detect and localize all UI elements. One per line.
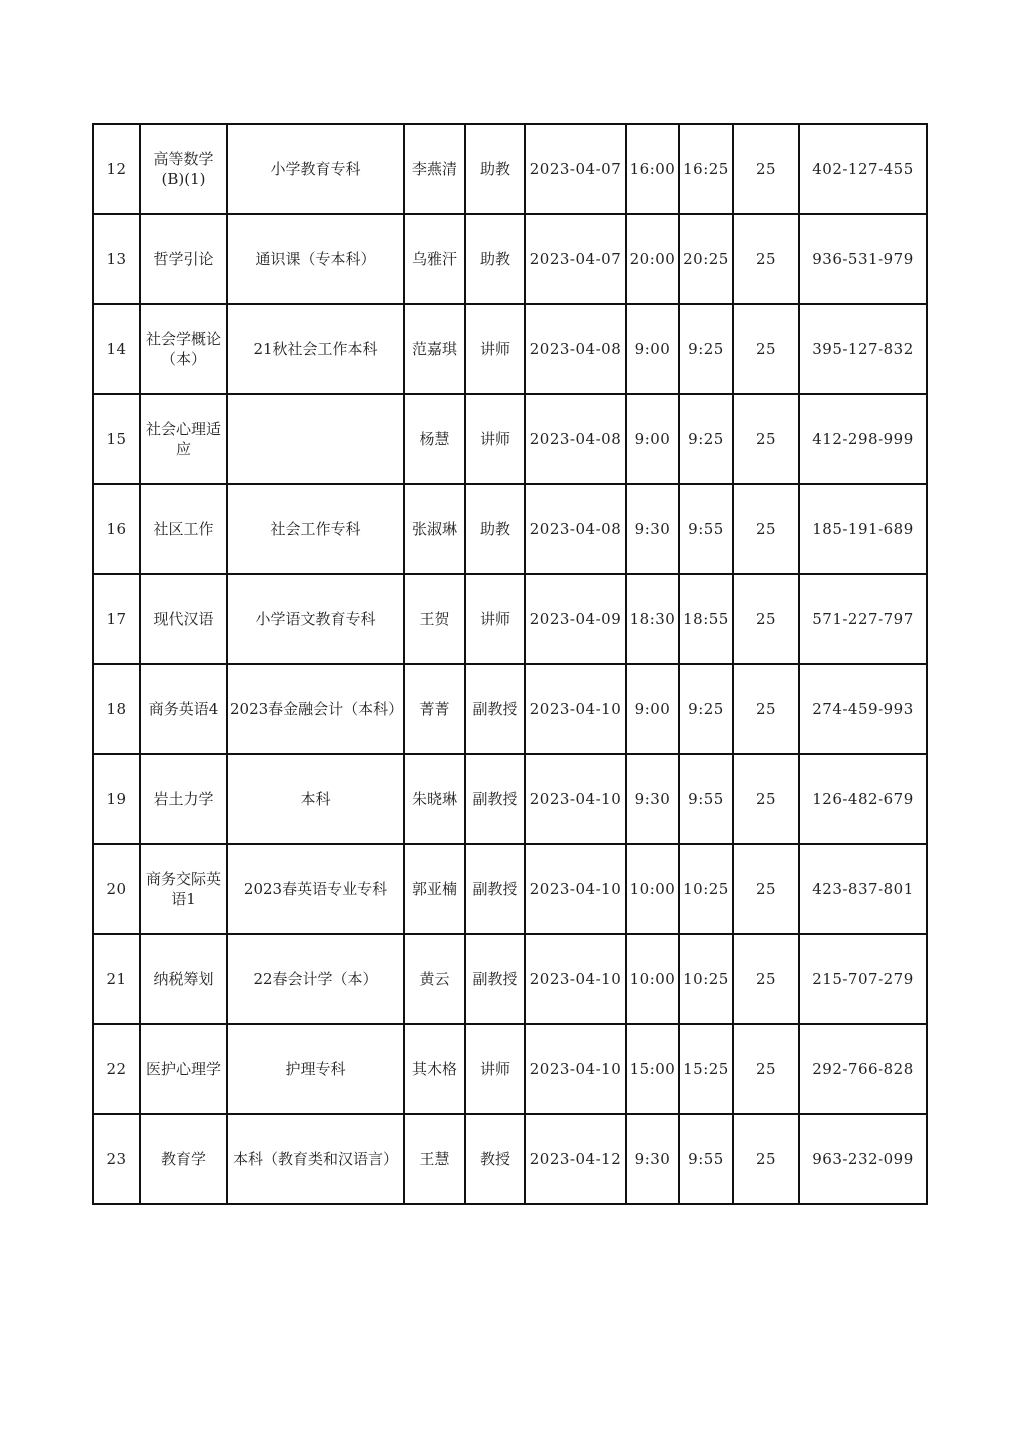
teacher-cell: 杨慧 — [404, 394, 465, 484]
row-number-cell: 15 — [93, 394, 140, 484]
date-cell: 2023-04-09 — [525, 574, 626, 664]
duration-cell: 25 — [733, 214, 799, 304]
start-time-cell: 10:00 — [626, 934, 679, 1024]
start-time-cell: 9:00 — [626, 664, 679, 754]
course-name-cell: 社会学概论（本） — [140, 304, 227, 394]
teacher-cell: 黄云 — [404, 934, 465, 1024]
table-row — [93, 664, 927, 754]
major-cell: 22春会计学（本） — [227, 934, 404, 1024]
start-time-cell: 9:00 — [626, 394, 679, 484]
row-number-cell: 12 — [93, 124, 140, 214]
end-time-cell: 9:55 — [679, 1114, 733, 1204]
end-time-cell: 9:25 — [679, 394, 733, 484]
table-row — [93, 844, 927, 934]
course-name-cell: 纳税筹划 — [140, 934, 227, 1024]
duration-cell: 25 — [733, 1114, 799, 1204]
teacher-cell: 乌雅汗 — [404, 214, 465, 304]
date-cell: 2023-04-07 — [525, 124, 626, 214]
table-row — [93, 304, 927, 394]
meeting-id-cell: 402-127-455 — [799, 124, 927, 214]
meeting-id-cell: 215-707-279 — [799, 934, 927, 1024]
major-cell: 本科（教育类和汉语言） — [227, 1114, 404, 1204]
table-row — [93, 1024, 927, 1114]
major-cell: 2023春金融会计（本科） — [227, 664, 404, 754]
teacher-cell: 王贺 — [404, 574, 465, 664]
date-cell: 2023-04-10 — [525, 754, 626, 844]
schedule-body — [93, 124, 927, 1204]
course-name-cell: 社会心理适应 — [140, 394, 227, 484]
duration-cell: 25 — [733, 664, 799, 754]
date-cell: 2023-04-10 — [525, 664, 626, 754]
meeting-id-cell: 274-459-993 — [799, 664, 927, 754]
meeting-id-cell: 423-837-801 — [799, 844, 927, 934]
course-name-cell: 商务交际英语1 — [140, 844, 227, 934]
teacher-cell: 朱晓琳 — [404, 754, 465, 844]
course-name-cell: 哲学引论 — [140, 214, 227, 304]
table-row — [93, 754, 927, 844]
start-time-cell: 9:30 — [626, 1114, 679, 1204]
major-cell: 小学教育专科 — [227, 124, 404, 214]
teacher-title-cell: 助教 — [465, 124, 525, 214]
course-name-cell: 高等数学(B)(1) — [140, 124, 227, 214]
teacher-cell: 李燕清 — [404, 124, 465, 214]
teacher-title-cell: 讲师 — [465, 304, 525, 394]
major-cell: 小学语文教育专科 — [227, 574, 404, 664]
major-cell: 社会工作专科 — [227, 484, 404, 574]
meeting-id-cell: 412-298-999 — [799, 394, 927, 484]
table-row — [93, 1114, 927, 1204]
major-cell: 护理专科 — [227, 1024, 404, 1114]
end-time-cell: 16:25 — [679, 124, 733, 214]
course-name-cell: 医护心理学 — [140, 1024, 227, 1114]
meeting-id-cell: 936-531-979 — [799, 214, 927, 304]
duration-cell: 25 — [733, 304, 799, 394]
end-time-cell: 15:25 — [679, 1024, 733, 1114]
teacher-title-cell: 讲师 — [465, 574, 525, 664]
end-time-cell: 10:25 — [679, 844, 733, 934]
major-cell: 2023春英语专业专科 — [227, 844, 404, 934]
end-time-cell: 10:25 — [679, 934, 733, 1024]
end-time-cell: 20:25 — [679, 214, 733, 304]
teacher-title-cell: 讲师 — [465, 1024, 525, 1114]
date-cell: 2023-04-07 — [525, 214, 626, 304]
table-row — [93, 124, 927, 214]
duration-cell: 25 — [733, 754, 799, 844]
course-name-cell: 社区工作 — [140, 484, 227, 574]
teacher-title-cell: 讲师 — [465, 394, 525, 484]
major-cell: 本科 — [227, 754, 404, 844]
row-number-cell: 13 — [93, 214, 140, 304]
end-time-cell: 9:25 — [679, 304, 733, 394]
meeting-id-cell: 963-232-099 — [799, 1114, 927, 1204]
major-cell: 21秋社会工作本科 — [227, 304, 404, 394]
meeting-id-cell: 185-191-689 — [799, 484, 927, 574]
date-cell: 2023-04-10 — [525, 1024, 626, 1114]
teacher-title-cell: 助教 — [465, 214, 525, 304]
row-number-cell: 21 — [93, 934, 140, 1024]
major-cell: 通识课（专本科） — [227, 214, 404, 304]
row-number-cell: 23 — [93, 1114, 140, 1204]
end-time-cell: 18:55 — [679, 574, 733, 664]
row-number-cell: 17 — [93, 574, 140, 664]
start-time-cell: 15:00 — [626, 1024, 679, 1114]
meeting-id-cell: 571-227-797 — [799, 574, 927, 664]
start-time-cell: 18:30 — [626, 574, 679, 664]
end-time-cell: 9:55 — [679, 754, 733, 844]
end-time-cell: 9:55 — [679, 484, 733, 574]
date-cell: 2023-04-08 — [525, 304, 626, 394]
teacher-title-cell: 副教授 — [465, 664, 525, 754]
meeting-id-cell: 395-127-832 — [799, 304, 927, 394]
date-cell: 2023-04-08 — [525, 484, 626, 574]
teacher-title-cell: 助教 — [465, 484, 525, 574]
row-number-cell: 20 — [93, 844, 140, 934]
course-name-cell: 商务英语4 — [140, 664, 227, 754]
teacher-cell: 张淑琳 — [404, 484, 465, 574]
table-row — [93, 394, 927, 484]
teacher-title-cell: 教授 — [465, 1114, 525, 1204]
date-cell: 2023-04-08 — [525, 394, 626, 484]
row-number-cell: 22 — [93, 1024, 140, 1114]
table-row — [93, 934, 927, 1024]
course-name-cell: 教育学 — [140, 1114, 227, 1204]
duration-cell: 25 — [733, 574, 799, 664]
start-time-cell: 16:00 — [626, 124, 679, 214]
teacher-cell: 王慧 — [404, 1114, 465, 1204]
meeting-id-cell: 126-482-679 — [799, 754, 927, 844]
start-time-cell: 9:00 — [626, 304, 679, 394]
date-cell: 2023-04-10 — [525, 844, 626, 934]
date-cell: 2023-04-10 — [525, 934, 626, 1024]
row-number-cell: 14 — [93, 304, 140, 394]
row-number-cell: 16 — [93, 484, 140, 574]
teacher-cell: 菁菁 — [404, 664, 465, 754]
teacher-cell: 其木格 — [404, 1024, 465, 1114]
end-time-cell: 9:25 — [679, 664, 733, 754]
meeting-id-cell: 292-766-828 — [799, 1024, 927, 1114]
teacher-title-cell: 副教授 — [465, 844, 525, 934]
teacher-title-cell: 副教授 — [465, 934, 525, 1024]
course-name-cell: 现代汉语 — [140, 574, 227, 664]
teacher-cell: 郭亚楠 — [404, 844, 465, 934]
teacher-title-cell: 副教授 — [465, 754, 525, 844]
start-time-cell: 9:30 — [626, 754, 679, 844]
table-row — [93, 484, 927, 574]
duration-cell: 25 — [733, 934, 799, 1024]
date-cell: 2023-04-12 — [525, 1114, 626, 1204]
table-row — [93, 214, 927, 304]
start-time-cell: 20:00 — [626, 214, 679, 304]
start-time-cell: 9:30 — [626, 484, 679, 574]
course-name-cell: 岩土力学 — [140, 754, 227, 844]
row-number-cell: 19 — [93, 754, 140, 844]
duration-cell: 25 — [733, 1024, 799, 1114]
duration-cell: 25 — [733, 394, 799, 484]
duration-cell: 25 — [733, 484, 799, 574]
duration-cell: 25 — [733, 844, 799, 934]
table-row — [93, 574, 927, 664]
major-cell — [227, 394, 404, 484]
duration-cell: 25 — [733, 124, 799, 214]
row-number-cell: 18 — [93, 664, 140, 754]
schedule-table — [92, 123, 928, 1205]
start-time-cell: 10:00 — [626, 844, 679, 934]
teacher-cell: 范嘉琪 — [404, 304, 465, 394]
